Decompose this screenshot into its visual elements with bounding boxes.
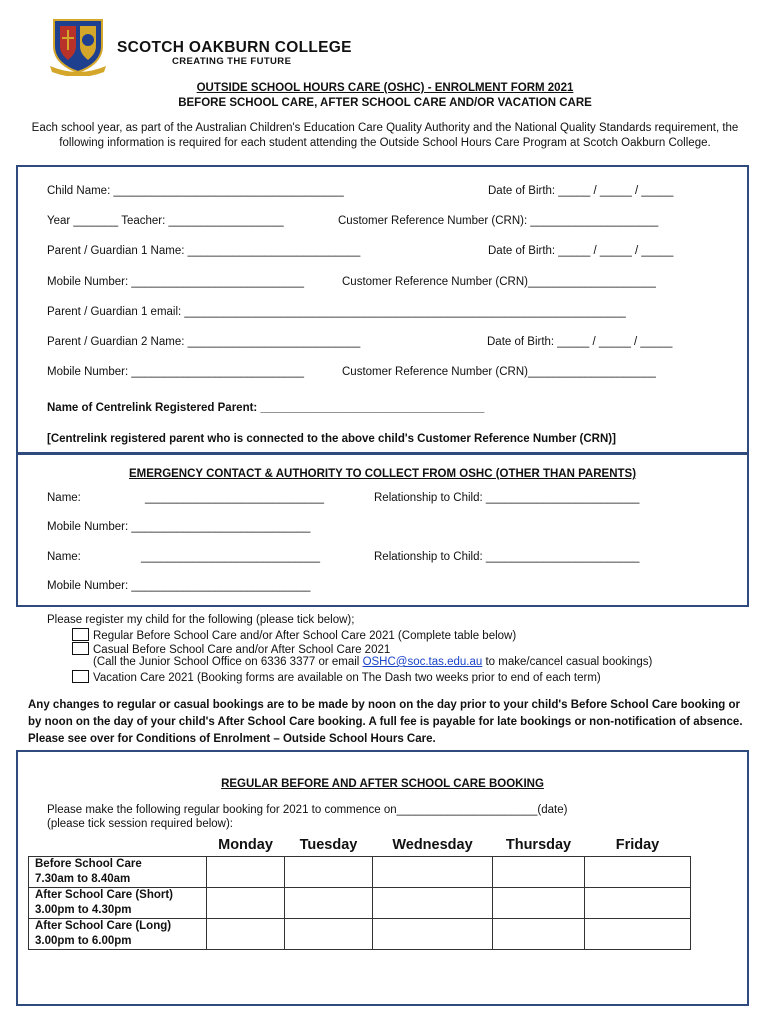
booking-cell[interactable] (585, 919, 691, 950)
regular-label: Regular Before School Care and/or After School Care 2021 (Complete table below) (93, 630, 517, 642)
booking-cell[interactable] (207, 888, 285, 919)
booking-cell[interactable] (373, 888, 493, 919)
session-label (29, 857, 207, 888)
table-row (29, 857, 691, 888)
booking-start-date-field[interactable]: Please make the following regular booking for 2021 to commence on______________________(date) (47, 804, 568, 816)
session-time: 3.00pm to 6.00pm (35, 935, 132, 947)
vacation-label: Vacation Care 2021 (Booking forms are available on The Dash two weeks prior to end of each term) (93, 672, 601, 684)
booking-cell[interactable] (207, 857, 285, 888)
parent2-dob-field[interactable]: Date of Birth: _____ / _____ / _____ (487, 336, 673, 348)
session-label (29, 888, 207, 919)
college-name: SCOTCH OAKBURN COLLEGE (117, 39, 352, 56)
booking-instruction: (please tick session required below): (47, 818, 234, 830)
vacation-checkbox[interactable] (72, 670, 89, 683)
day-wednesday: Wednesday (392, 837, 473, 853)
session-time: 3.00pm to 4.30pm (35, 904, 132, 916)
day-friday: Friday (615, 837, 660, 853)
intro-text: Each school year, as part of the Australian Children's Education Care Quality Authority and the National Quality Standards requirement, the following information is required for each student attending the Outside School Hours Care Program at Scotch Oakburn College. (31, 122, 739, 149)
booking-cell[interactable] (493, 919, 585, 950)
casual-label: Casual Before School Care and/or After School Care 2021 (93, 644, 391, 656)
booking-cell[interactable] (585, 857, 691, 888)
session-time: 7.30am to 8.40am (35, 873, 131, 885)
child-details-section (16, 165, 749, 454)
emergency2-mobile-field[interactable]: Mobile Number: ____________________________ (47, 580, 311, 592)
booking-cell[interactable] (285, 857, 373, 888)
booking-cell[interactable] (493, 888, 585, 919)
booking-cell[interactable] (373, 857, 493, 888)
day-thursday: Thursday (505, 837, 572, 853)
session-label (29, 919, 207, 950)
option-casual[interactable] (72, 642, 390, 656)
emergency2-relationship-field[interactable]: Relationship to Child: ________________________ (374, 551, 640, 563)
booking-cell[interactable] (285, 919, 373, 950)
booking-cell[interactable] (585, 888, 691, 919)
child-dob-field[interactable]: Date of Birth: _____ / _____ / _____ (488, 185, 674, 197)
session-name: After School Care (Long) (35, 920, 172, 932)
session-name: After School Care (Short) (35, 889, 174, 901)
emergency2-name-field[interactable]: ____________________________ (141, 551, 321, 563)
parent2-name-field[interactable]: Parent / Guardian 2 Name: ___________________________ (47, 336, 361, 348)
parent1-name-field[interactable]: Parent / Guardian 1 Name: ___________________________ (47, 245, 361, 257)
casual-checkbox[interactable] (72, 642, 89, 655)
booking-cell[interactable] (373, 919, 493, 950)
table-row (29, 919, 691, 950)
emergency2-name-label: Name: (47, 551, 81, 563)
casual-note-post: to make/cancel casual bookings) (482, 656, 653, 668)
option-regular[interactable] (72, 628, 516, 642)
booking-heading: REGULAR BEFORE AND AFTER SCHOOL CARE BOOKING (221, 778, 544, 790)
parent1-crn-field[interactable]: Customer Reference Number (CRN)____________________ (342, 276, 656, 288)
day-monday: Monday (218, 837, 273, 853)
casual-note (93, 656, 652, 668)
register-intro: Please register my child for the following (please tick below); (47, 614, 355, 626)
parent2-crn-field[interactable]: Customer Reference Number (CRN)____________________ (342, 366, 656, 378)
emergency-heading: EMERGENCY CONTACT & AUTHORITY TO COLLECT FROM OSHC (OTHER THAN PARENTS) (128, 468, 637, 480)
college-tagline: CREATING THE FUTURE (172, 56, 292, 67)
emergency1-name-field[interactable]: ____________________________ (145, 492, 325, 504)
booking-changes-note: Any changes to regular or casual bookings are to be made by noon on the day prior to your child's Before School Care booking or by noon on the day of your child's After School Care booking. A full fee is payable for late bookings or non-notification of absence. Please see over for Conditions of Enrolment – Outside School Hours Care. (28, 699, 743, 745)
booking-cell[interactable] (285, 888, 373, 919)
emergency1-mobile-field[interactable]: Mobile Number: ____________________________ (47, 521, 311, 533)
parent1-mobile-field[interactable]: Mobile Number: ___________________________ (47, 276, 305, 288)
option-vacation[interactable] (72, 670, 601, 684)
emergency1-relationship-field[interactable]: Relationship to Child: ________________________ (374, 492, 640, 504)
regular-checkbox[interactable] (72, 628, 89, 641)
college-crest-logo (48, 16, 108, 76)
oshc-email-link[interactable]: OSHC@soc.tas.edu.au (362, 656, 483, 668)
child-name-field[interactable]: Child Name: ____________________________________ (47, 185, 344, 197)
booking-table (28, 836, 691, 950)
parent2-mobile-field[interactable]: Mobile Number: ___________________________ (47, 366, 305, 378)
child-crn-field[interactable]: Customer Reference Number (CRN): ____________________ (338, 215, 659, 227)
parent1-dob-field[interactable]: Date of Birth: _____ / _____ / _____ (488, 245, 674, 257)
booking-cell[interactable] (207, 919, 285, 950)
session-name: Before School Care (35, 858, 142, 870)
centrelink-note: [Centrelink registered parent who is connected to the above child's Customer Reference Number (CRN)] (47, 433, 616, 445)
table-row (29, 888, 691, 919)
form-subtitle: BEFORE SCHOOL CARE, AFTER SCHOOL CARE AND/OR VACATION CARE (178, 97, 592, 109)
emergency-contact-section (16, 453, 749, 607)
emergency1-name-label: Name: (47, 492, 81, 504)
year-teacher-field[interactable]: Year _______ Teacher: __________________ (47, 215, 284, 227)
booking-cell[interactable] (493, 857, 585, 888)
blank-header (29, 836, 207, 857)
booking-table-header (29, 836, 691, 857)
parent1-email-field[interactable]: Parent / Guardian 1 email: _____________________________________________________________________ (47, 306, 626, 318)
casual-note-pre: (Call the Junior School Office on 6336 3377 or email (93, 656, 363, 668)
centrelink-parent-field[interactable]: Name of Centrelink Registered Parent: ___________________________________ (47, 402, 485, 414)
form-title: OUTSIDE SCHOOL HOURS CARE (OSHC) - ENROLMENT FORM 2021 (196, 82, 574, 94)
day-tuesday: Tuesday (299, 837, 358, 853)
